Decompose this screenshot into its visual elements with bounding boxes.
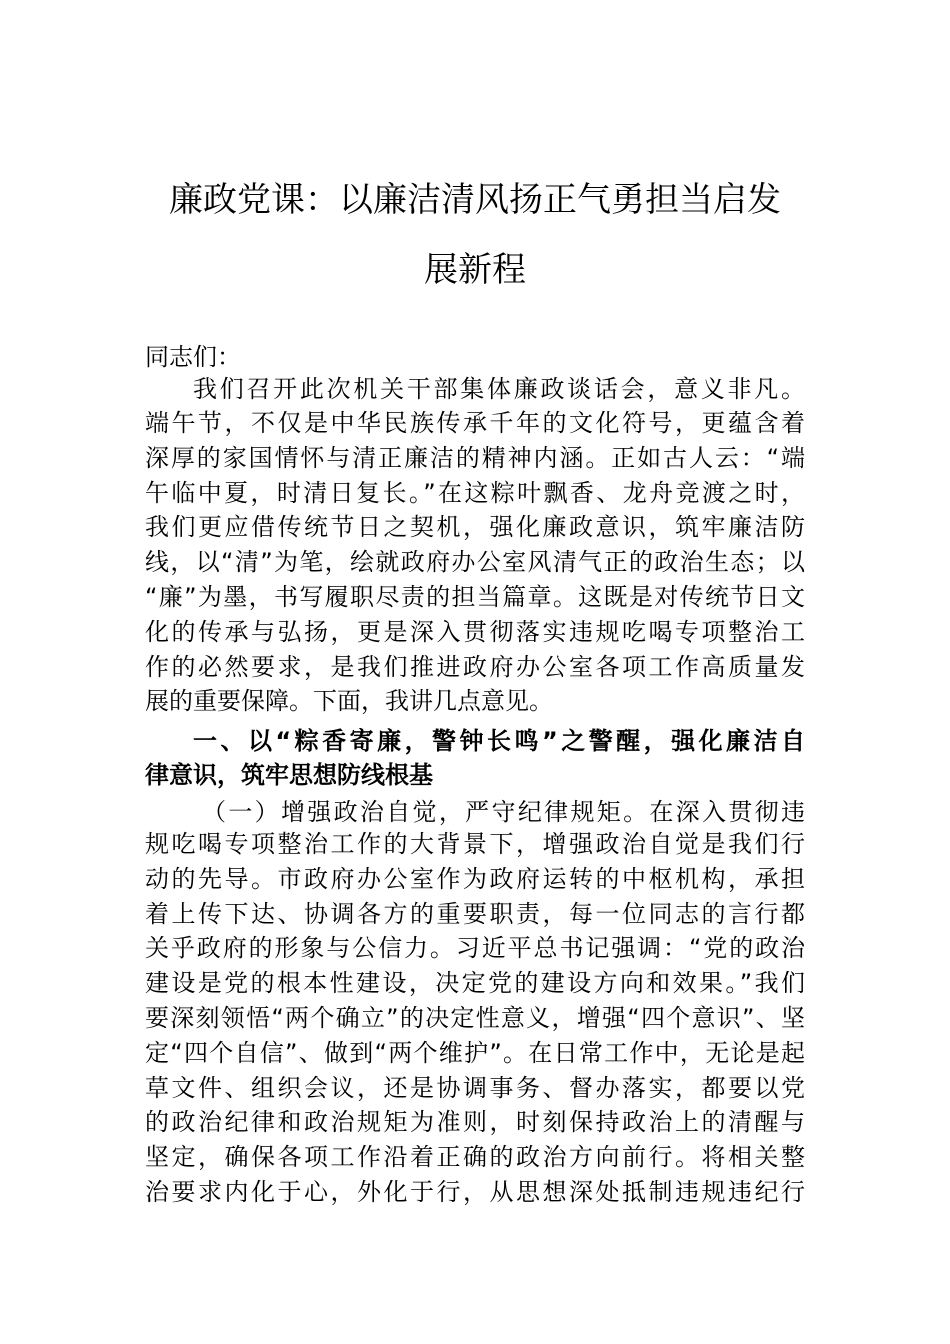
paragraph-1-line: 深厚的家国情怀与清正廉洁的精神内涵。正如古人云：“端	[145, 444, 805, 472]
paragraph-1-line: 展的重要保障。下面，我讲几点意见。	[145, 687, 553, 715]
section-heading-line: 律意识，筑牢思想防线根基	[145, 761, 433, 789]
paragraph-2-line: 规吃喝专项整治工作的大背景下，增强政治自觉是我们行	[145, 830, 805, 858]
paragraph-2-line: 建设是党的根本性建设，决定党的建设方向和效果。”我们	[145, 969, 805, 997]
paragraph-1-line: 作的必然要求，是我们推进政府办公室各项工作高质量发	[145, 653, 805, 681]
document-title-line-2: 展新程	[424, 250, 526, 290]
paragraph-2-line: 的政治纪律和政治规矩为准则，时刻保持政治上的清醒与	[145, 1108, 805, 1136]
paragraph-2-line: 坚定，确保各项工作沿着正确的政治方向前行。将相关整	[145, 1143, 805, 1171]
paragraph-1-line: 线，以“清”为笔，绘就政府办公室风清气正的政治生态；以	[145, 548, 805, 576]
paragraph-2-line: （一）增强政治自觉，严守纪律规矩。在深入贯彻违	[202, 798, 805, 826]
paragraph-2-line: 治要求内化于心，外化于行，从思想深处抵制违规违纪行	[145, 1178, 805, 1206]
paragraph-1-line: 午临中夏，时清日复长。”在这粽叶飘香、龙舟竞渡之时，	[145, 479, 805, 507]
paragraph-2-line: 关乎政府的形象与公信力。习近平总书记强调：“党的政治	[145, 934, 805, 962]
document-title-line-1: 廉政党课：以廉洁清风扬正气勇担当启发	[169, 180, 781, 220]
paragraph-2-line: 要深刻领悟“两个确立”的决定性意义，增强“四个意识”、坚	[145, 1004, 805, 1032]
paragraph-2-line: 草文件、组织会议，还是协调事务、督办落实，都要以党	[145, 1074, 805, 1102]
paragraph-1-line: 端午节，不仅是中华民族传承千年的文化符号，更蕴含着	[145, 409, 805, 437]
salutation: 同志们：	[145, 343, 241, 371]
section-heading-line: 一、以“粽香寄廉，警钟长鸣”之警醒，强化廉洁自	[193, 727, 805, 755]
paragraph-1-line: 我们召开此次机关干部集体廉政谈话会，意义非凡。	[193, 375, 805, 403]
paragraph-2-line: 定“四个自信”、做到“两个维护”。在日常工作中，无论是起	[145, 1039, 805, 1067]
paragraph-1-line: “廉”为墨，书写履职尽责的担当篇章。这既是对传统节日文	[145, 583, 805, 611]
paragraph-2-line: 动的先导。市政府办公室作为政府运转的中枢机构，承担	[145, 865, 805, 893]
paragraph-2-line: 着上传下达、协调各方的重要职责，每一位同志的言行都	[145, 900, 805, 928]
paragraph-1-line: 化的传承与弘扬，更是深入贯彻落实违规吃喝专项整治工	[145, 618, 805, 646]
paragraph-1-line: 我们更应借传统节日之契机，强化廉政意识，筑牢廉洁防	[145, 513, 805, 541]
